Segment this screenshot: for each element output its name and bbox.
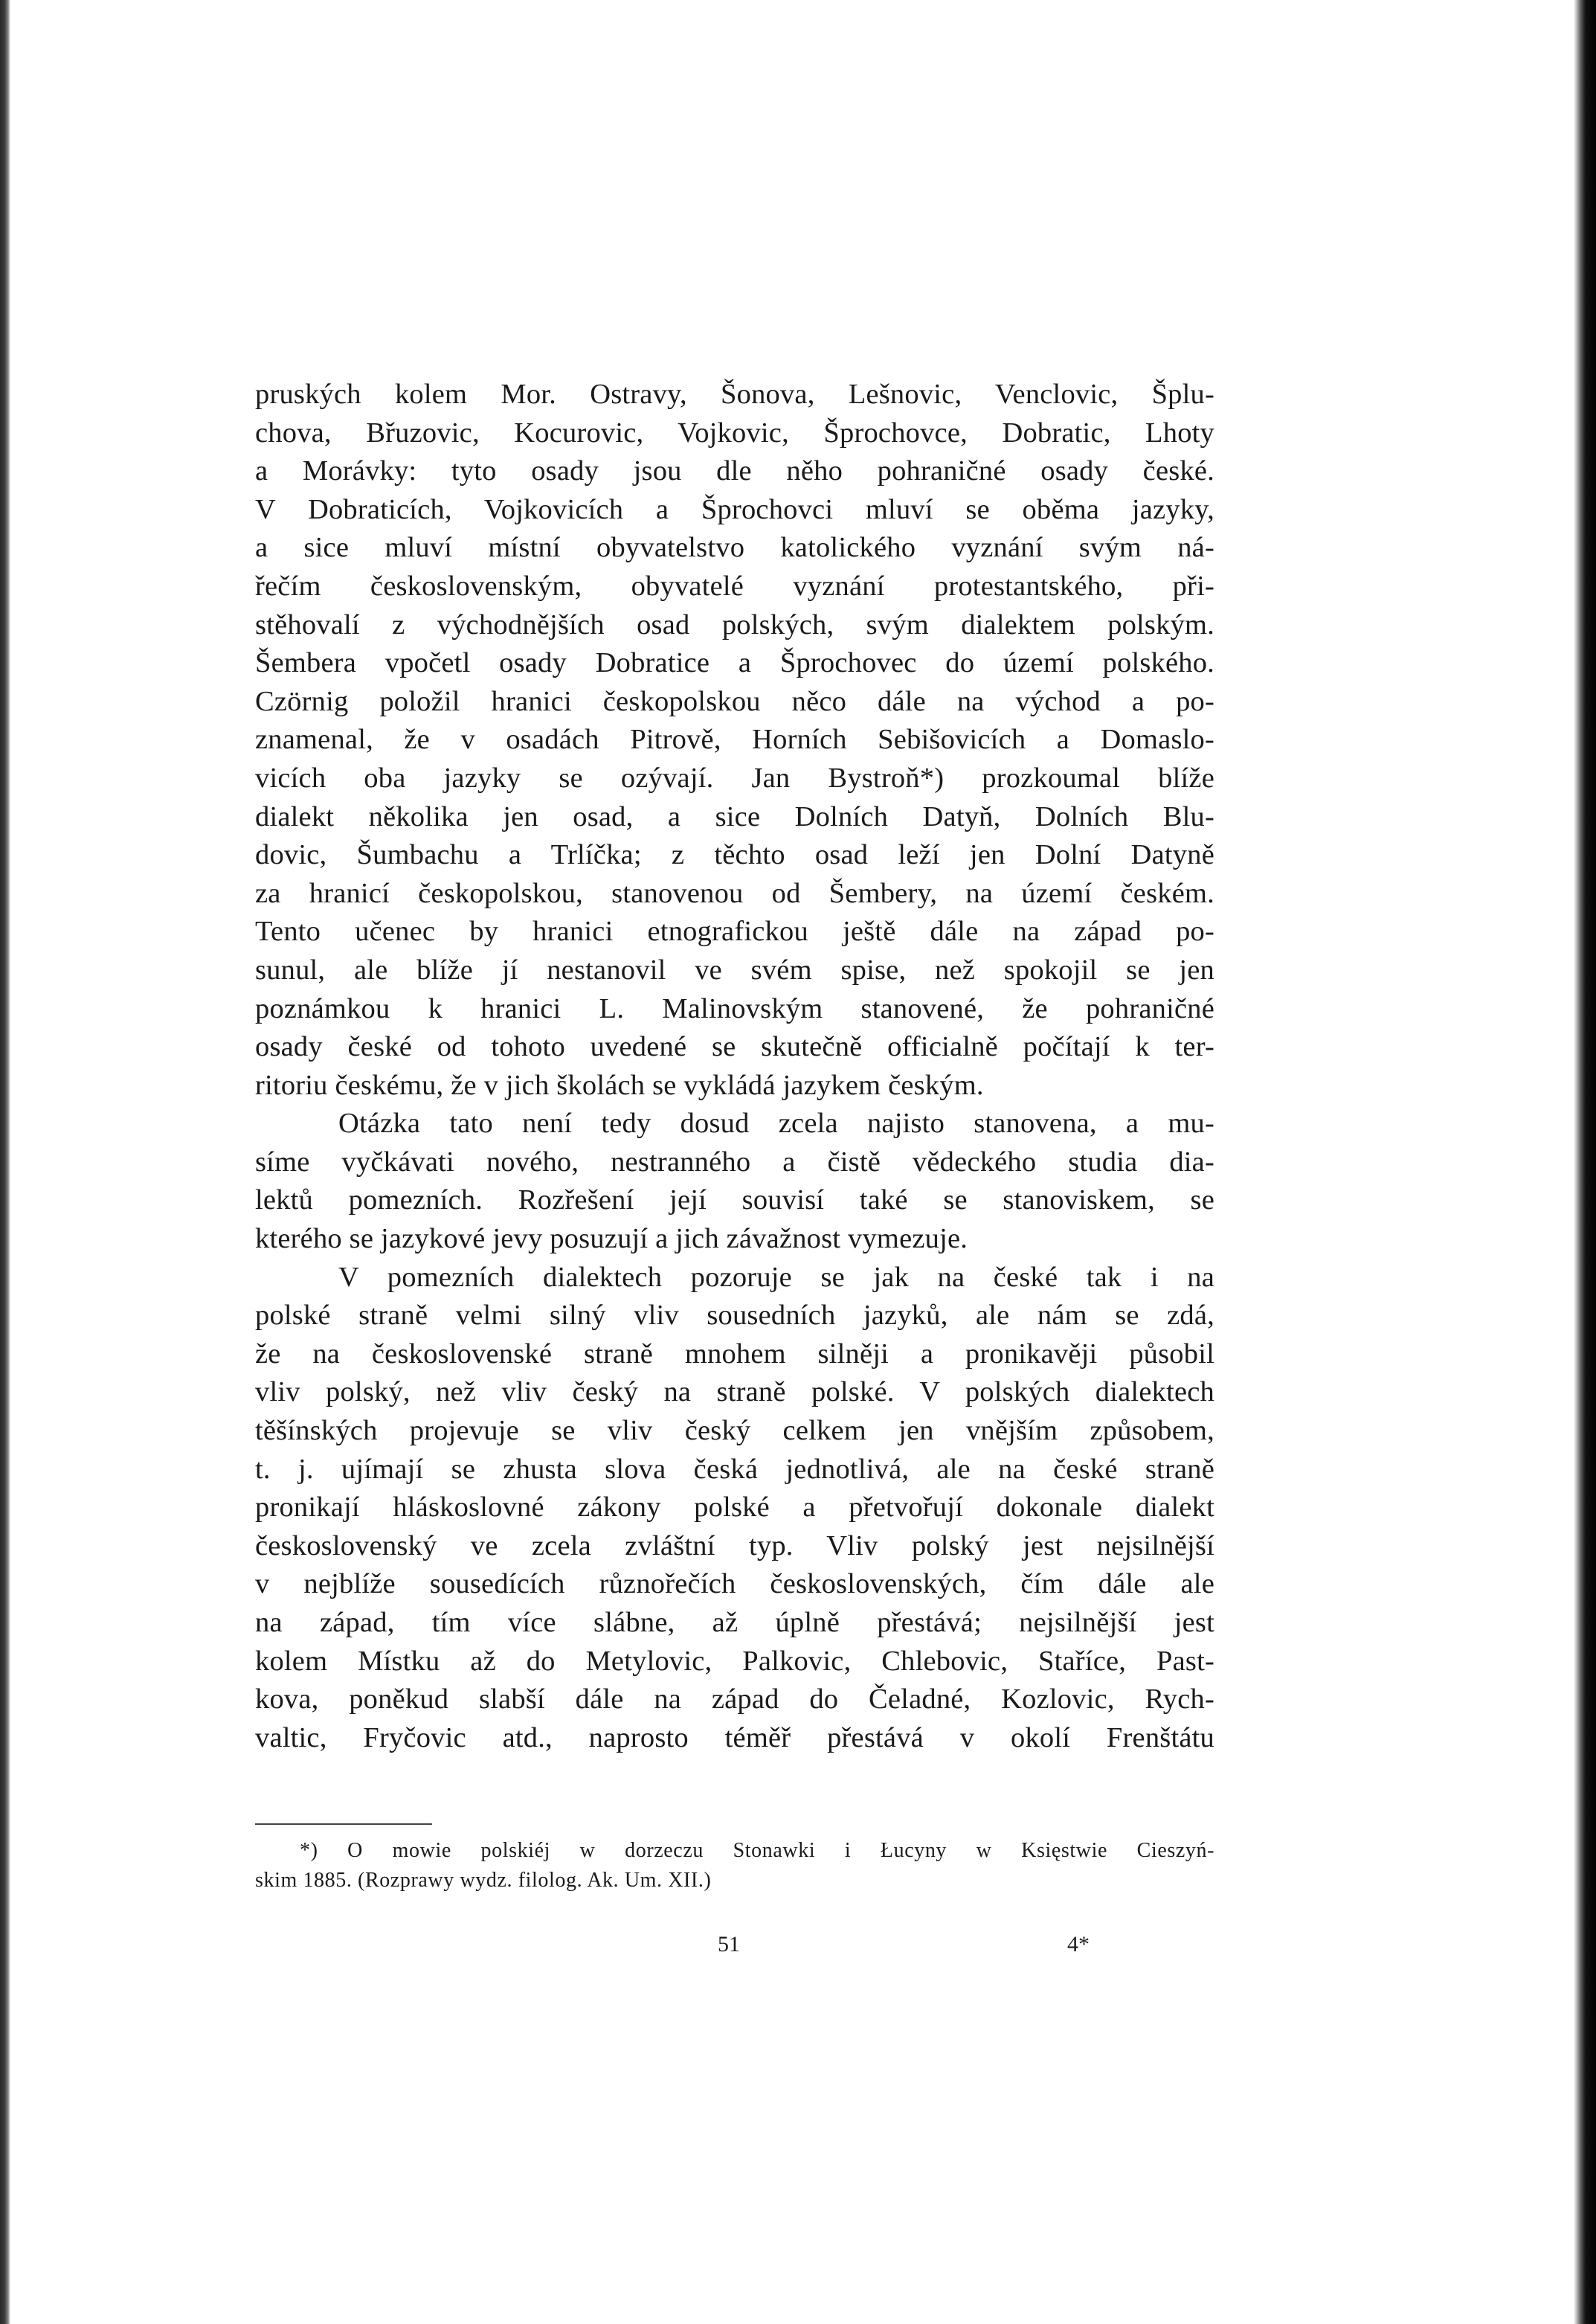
text-line: za hranicí českopolskou, stanovenou od Šembery, na území českém. (255, 877, 1214, 909)
text-line: a Morávky: tyto osady jsou dle něho pohraničné osady české. (255, 455, 1214, 487)
text-line: sunul, ale blíže jí nestanovil ve svém spise, než spokojil se jen (255, 954, 1214, 986)
text-line: ritoriu českému, že v jich školách se vykládá jazykem českým. (255, 1069, 984, 1101)
text-line: kterého se jazykové jevy posuzují a jich závažnost vymezuje. (255, 1223, 968, 1255)
text-line: V Dobraticích, Vojkovicích a Šprochovci mluví se oběma jazyky, (255, 493, 1214, 525)
text-line: t. j. ujímají se zhusta slova česká jednotlivá, ale na české straně (255, 1453, 1214, 1485)
text-line: osady české od tohoto uvedené se skutečně officialně počítají k ter- (255, 1031, 1214, 1063)
text-line: vicích oba jazyky se ozývají. Jan Bystroň*) prozkoumal blíže (255, 762, 1214, 794)
text-line: pruských kolem Mor. Ostravy, Šonova, Lešnovic, Venclovic, Šplu- (255, 379, 1214, 410)
text-line: znamenal, že v osadách Pitrově, Horních Sebišovicích a Domaslo- (255, 724, 1214, 756)
scan-edge-right (1574, 0, 1596, 2324)
text-line: stěhovalí z východnějších osad polských, svým dialektem polským. (255, 609, 1214, 641)
text-line: síme vyčkávati nového, nestranného a čistě vědeckého studia dia- (255, 1146, 1214, 1178)
footnote-separator (255, 1823, 432, 1825)
text-line: kova, poněkud slabší dále na západ do Čeladné, Kozlovic, Rych- (255, 1683, 1214, 1715)
text-line: Šembera vpočetl osady Dobratice a Šprochovec do území polského. (255, 647, 1214, 679)
text-line: V pomezních dialektech pozoruje se jak na české tak i na (338, 1261, 1214, 1293)
footnote-line: skim 1885. (Rozprawy wydz. filolog. Ak. Um. XII.) (255, 1869, 712, 1892)
signature-mark: 4* (1067, 1932, 1090, 1957)
text-line: poznámkou k hranici L. Malinovským stanovené, že pohraničné (255, 992, 1214, 1024)
text-line: těšínských projevuje se vliv český celkem jen vnějším způsobem, (255, 1415, 1214, 1447)
text-line: valtic, Fryčovic atd., naprosto téměř přestává v okolí Frenštátu (255, 1721, 1214, 1753)
text-line: dovic, Šumbachu a Trlíčka; z těchto osad leží jen Dolní Datyně (255, 839, 1214, 871)
text-line: na západ, tím více slábne, až úplně přestává; nejsilnější jest (255, 1607, 1214, 1638)
text-line: vliv polský, než vliv český na straně polské. V polských dialektech (255, 1376, 1214, 1408)
footnote-line: *) O mowie polskiéj w dorzeczu Stonawki i Łucyny w Księstwie Cieszyń- (300, 1839, 1214, 1862)
body-text (255, 376, 1214, 1757)
scan-edge-left (0, 0, 10, 2324)
text-line: pronikají hláskoslovné zákony polské a přetvořují dokonale dialekt (255, 1492, 1214, 1524)
text-line: v nejblíže sousedících různořečích československých, čím dále ale (255, 1568, 1214, 1600)
page-number: 51 (718, 1932, 740, 1957)
text-line: dialekt několika jen osad, a sice Dolních Datyň, Dolních Blu- (255, 800, 1214, 832)
text-line: Czörnig položil hranici českopolskou něco dále na východ a po- (255, 685, 1214, 717)
text-line: Otázka tato není tedy dosud zcela najisto stanovena, a mu- (338, 1108, 1214, 1140)
text-line: československý ve zcela zvláštní typ. Vliv polský jest nejsilnější (255, 1529, 1214, 1561)
text-line: a sice mluví místní obyvatelstvo katolického vyznání svým ná- (255, 532, 1214, 564)
text-line: polské straně velmi silný vliv sousedních jazyků, ale nám se zdá, (255, 1300, 1214, 1332)
footnote (255, 1836, 1214, 1896)
text-line: že na československé straně mnohem silněji a pronikavěji působil (255, 1338, 1214, 1370)
text-line: řečím československým, obyvatelé vyznání protestantského, při- (255, 570, 1214, 602)
text-line: chova, Břuzovic, Kocurovic, Vojkovic, Šprochovce, Dobratic, Lhoty (255, 417, 1214, 449)
text-line: kolem Místku až do Metylovic, Palkovic, Chlebovic, Staříce, Past- (255, 1645, 1214, 1677)
text-line: Tento učenec by hranici etnografickou ještě dále na západ po- (255, 916, 1214, 948)
text-line: lektů pomezních. Rozřešení její souvisí také se stanoviskem, se (255, 1184, 1214, 1216)
